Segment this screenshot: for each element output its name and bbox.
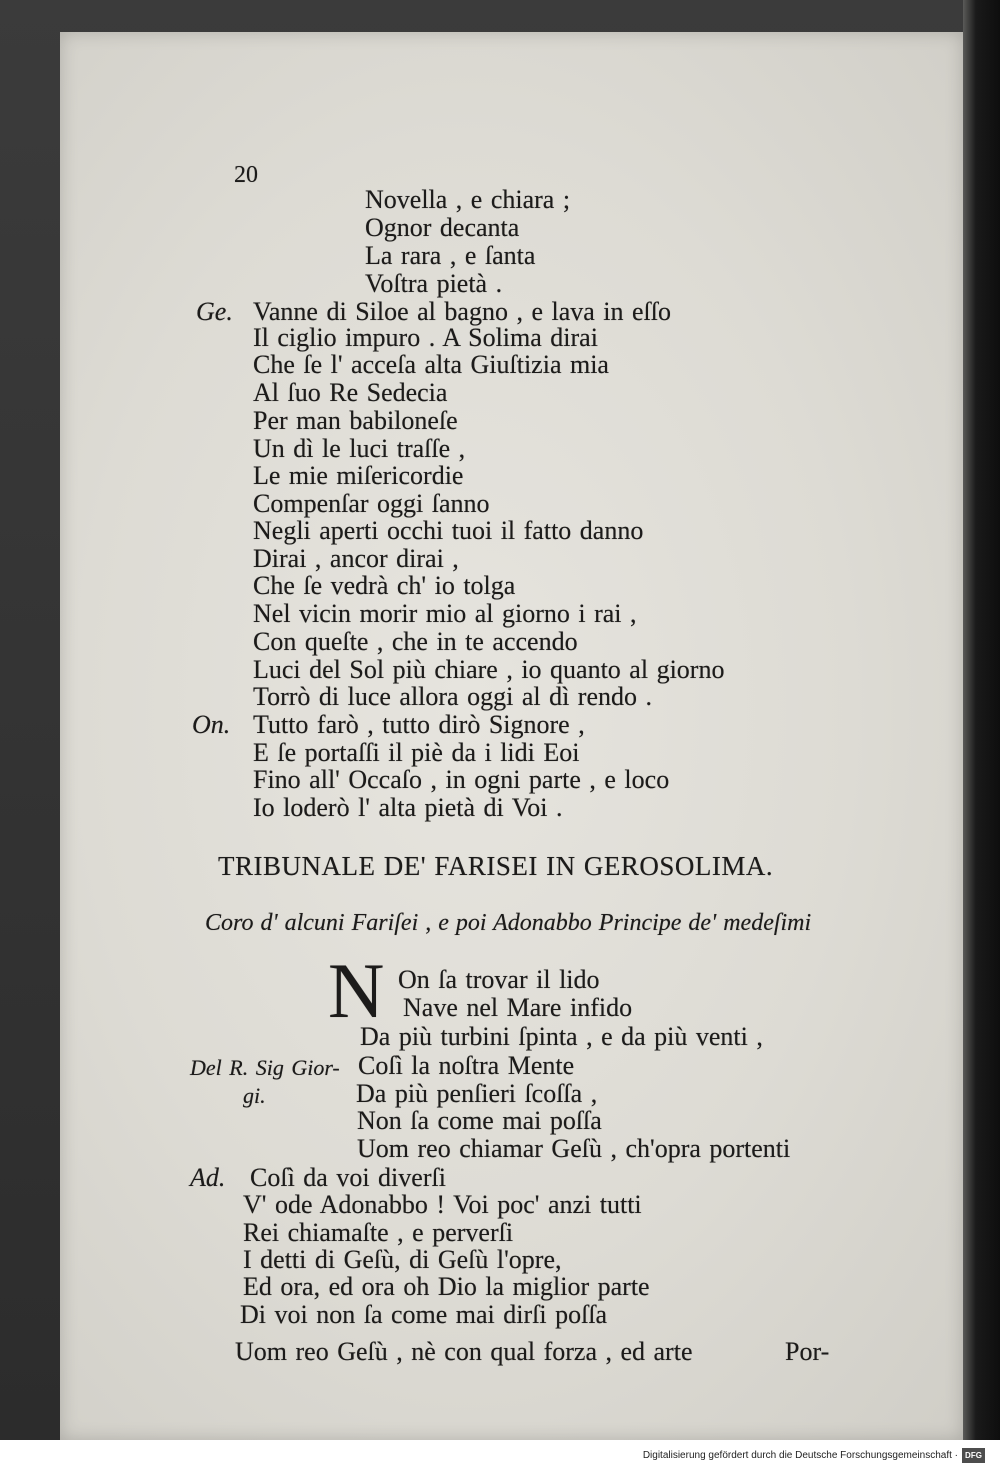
verse-line: Torrò di luce allora oggi al dì rendo . <box>253 682 653 711</box>
verse-line: La rara , e ſanta <box>365 241 536 270</box>
verse-line: Che ſe l' acceſa alta Giuſtizia mia <box>253 350 609 379</box>
verse-line: Da più penſieri ſcoſſa , <box>356 1079 598 1108</box>
verse-line: Al ſuo Re Sedecia <box>253 378 448 407</box>
verse-line: Dirai , ancor dirai , <box>253 544 459 573</box>
verse-line: Compenſar oggi ſanno <box>253 489 490 518</box>
drop-cap: N <box>328 947 385 1034</box>
verse-line: Luci del Sol più chiare , io quanto al giorno <box>253 655 725 684</box>
verse-line: Non ſa come mai poſſa <box>357 1106 602 1135</box>
page-number: 20 <box>234 162 258 188</box>
speaker-label: Ad. <box>190 1163 226 1192</box>
verse-line: Coſì da voi diverſi <box>250 1163 446 1192</box>
verse-line: Uom reo Geſù , nè con qual forza , ed arte <box>235 1337 693 1366</box>
verse-line: Nave nel Mare infido <box>403 993 633 1022</box>
verse-line: Che ſe vedrà ch' io tolga <box>253 571 516 600</box>
verse-line: Di voi non ſa come mai dirſi poſſa <box>240 1300 608 1329</box>
verse-line: E ſe portaſſi il piè da i lidi Eoi <box>253 738 580 767</box>
catchword: Por- <box>785 1337 830 1366</box>
digitization-footer <box>0 1440 1000 1470</box>
verse-line: Da più turbini ſpinta , e da più venti , <box>360 1022 763 1051</box>
verse-line: Un dì le luci traſſe , <box>253 434 466 463</box>
funding-notice: Digitalisierung gefördert durch die Deutsche Forschungsgemeinschaft · <box>642 1450 958 1461</box>
speaker-label: On. <box>192 710 231 739</box>
verse-line: On ſa trovar il lido <box>398 965 600 994</box>
verse-line: Io loderò l' alta pietà di Voi . <box>253 793 563 822</box>
verse-line: Nel vicin morir mio al giorno i rai , <box>253 599 637 628</box>
dfg-logo: DFG <box>962 1448 985 1463</box>
verse-line: Ed ora, ed ora oh Dio la miglior parte <box>243 1272 650 1301</box>
scene-subheading: Coro d' alcuni Fariſei , e poi Adonabbo Principe de' medeſimi <box>205 910 812 936</box>
verse-line: Voſtra pietà . <box>365 269 503 298</box>
speaker-label: Ge. <box>196 297 233 326</box>
verse-line: Uom reo chiamar Geſù , ch'opra portenti <box>357 1134 791 1163</box>
margin-note: gi. <box>243 1083 266 1108</box>
verse-line: Per man babiloneſe <box>253 406 458 435</box>
verse-line: Tutto farò , tutto dirò Signore , <box>253 710 585 739</box>
verse-line: Coſì la noſtra Mente <box>358 1051 575 1080</box>
margin-note: Del R. Sig Gior- <box>190 1055 340 1080</box>
verse-line: Il ciglio impuro . A Solima dirai <box>253 323 598 352</box>
verse-line: I detti di Geſù, di Geſù l'opre, <box>243 1245 562 1274</box>
verse-line: Rei chiamaſte , e perverſi <box>243 1218 514 1247</box>
verse-line: Novella , e chiara ; <box>365 185 571 214</box>
verse-line: Negli aperti occhi tuoi il fatto danno <box>253 516 644 545</box>
verse-line: Le mie miſericordie <box>253 461 464 490</box>
verse-line: V' ode Adonabbo ! Voi poc' anzi tutti <box>243 1190 642 1219</box>
verse-line: Fino all' Occaſo , in ogni parte , e loco <box>253 765 670 794</box>
verse-line: Ognor decanta <box>365 213 520 242</box>
scene-heading: TRIBUNALE DE' FARISEI IN GEROSOLIMA. <box>218 851 774 881</box>
verse-line: Con queſte , che in te accendo <box>253 627 578 656</box>
verse-line: Vanne di Siloe al bagno , e lava in eſſo <box>253 297 672 326</box>
book-binding <box>963 0 1000 1440</box>
